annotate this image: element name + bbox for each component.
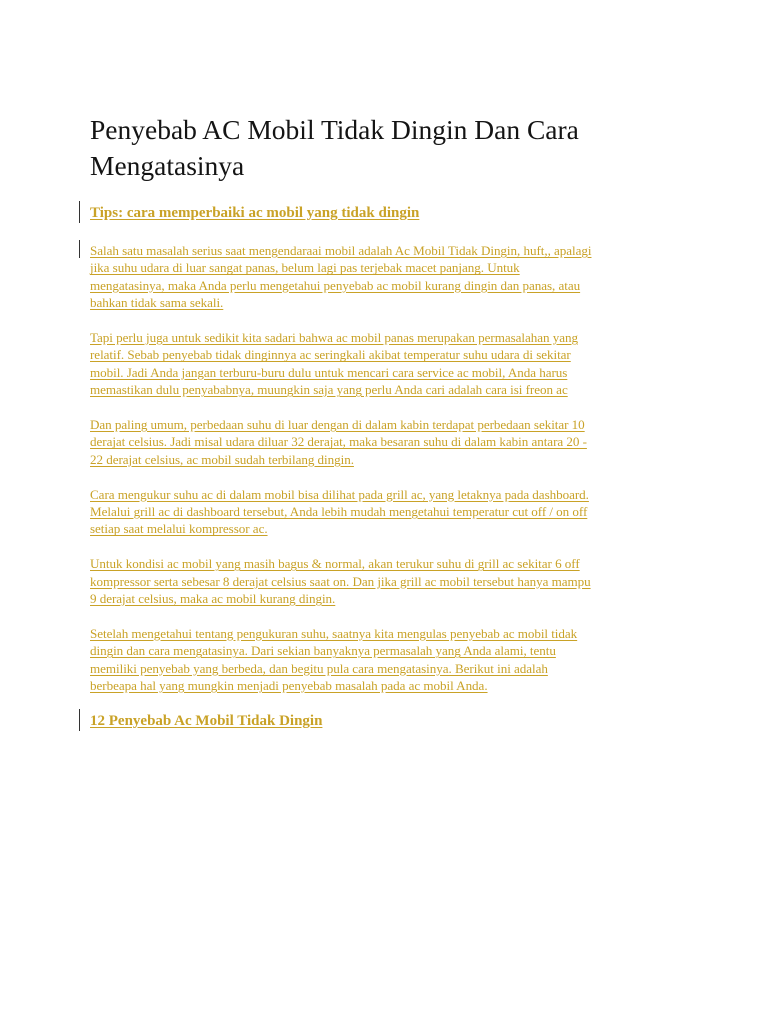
paragraph-3[interactable]: Dan paling umum, perbedaan suhu di luar dengan di dalam kabin terdapat perbedaan sekitar 10 derajat celsius. Jadi misal udara diluar 32 derajat, maka besaran suhu di dalam kabin antara 20 - 22 derajat celsius, ac mobil sudah terbilang dingin. xyxy=(90,417,587,467)
article-body xyxy=(90,242,690,694)
paragraph-2[interactable]: Tapi perlu juga untuk sedikit kita sadari bahwa ac mobil panas merupakan permasalahan yang relatif. Sebab penyebab tidak dinginnya ac seringkali akibat temperatur suhu udara di sekitar mobil. Jadi Anda jangan terburu-buru dulu untuk mencari cara service ac mobil, Anda harus memastikan dulu penyababnya, muungkin saja yang perlu Anda cari adalah cara isi freon ac xyxy=(90,330,578,398)
text-cursor-bar xyxy=(79,201,80,223)
section-heading-text[interactable]: 12 Penyebab Ac Mobil Tidak Dingin xyxy=(90,712,323,729)
tips-link-text[interactable]: Tips: cara memperbaiki ac mobil yang tidak dingin xyxy=(90,205,420,221)
tips-link[interactable] xyxy=(90,204,690,223)
paragraph-1[interactable]: Salah satu masalah serius saat mengendaraai mobil adalah Ac Mobil Tidak Dingin, huft,, apalagi jika suhu udara di luar sangat panas, belum lagi pas terjebak macet panjang. Untuk mengatasinya, maka Anda perlu mengetahui penyebab ac mobil kurang dingin dan panas, atau bahkan tidak sama sekali. xyxy=(90,243,592,311)
paragraph-4[interactable]: Cara mengukur suhu ac di dalam mobil bisa dilihat pada grill ac, yang letaknya pada dashboard. Melalui grill ac di dashboard tersebut, Anda lebih mudah mengetahui temperatur cut off / on off setiap saat melalui kompressor ac. xyxy=(90,486,589,537)
article-title: Penyebab AC Mobil Tidak Dingin Dan Cara Mengatasinya xyxy=(90,114,579,181)
paragraph-6[interactable]: Setelah mengetahui tentang pengukuran suhu, saatnya kita mengulas penyebab ac mobil tidak dingin dan cara mengatasinya. Dari sekian banyaknya permasalah yang Anda alami, tentu memiliki penyebab yang berbeda, dan begitu pula cara mengatasinya. Berikut ini adalah berbeapa hal yang mungkin menjadi penyebab masalah pada ac mobil Anda. xyxy=(90,625,578,694)
text-cursor-bar xyxy=(79,240,80,258)
section-heading-link[interactable] xyxy=(90,712,690,731)
paragraph-5[interactable]: Untuk kondisi ac mobil yang masih bagus & normal, akan terukur suhu di grill ac sekitar 6 off kompressor serta sebesar 8 derajat celsius saat on. Dan jika grill ac mobil tersebut hanya mampu 9 derajat celsius, maka ac mobil kurang dingin. xyxy=(90,556,591,607)
text-cursor-bar xyxy=(79,709,80,731)
document-page xyxy=(90,112,690,750)
